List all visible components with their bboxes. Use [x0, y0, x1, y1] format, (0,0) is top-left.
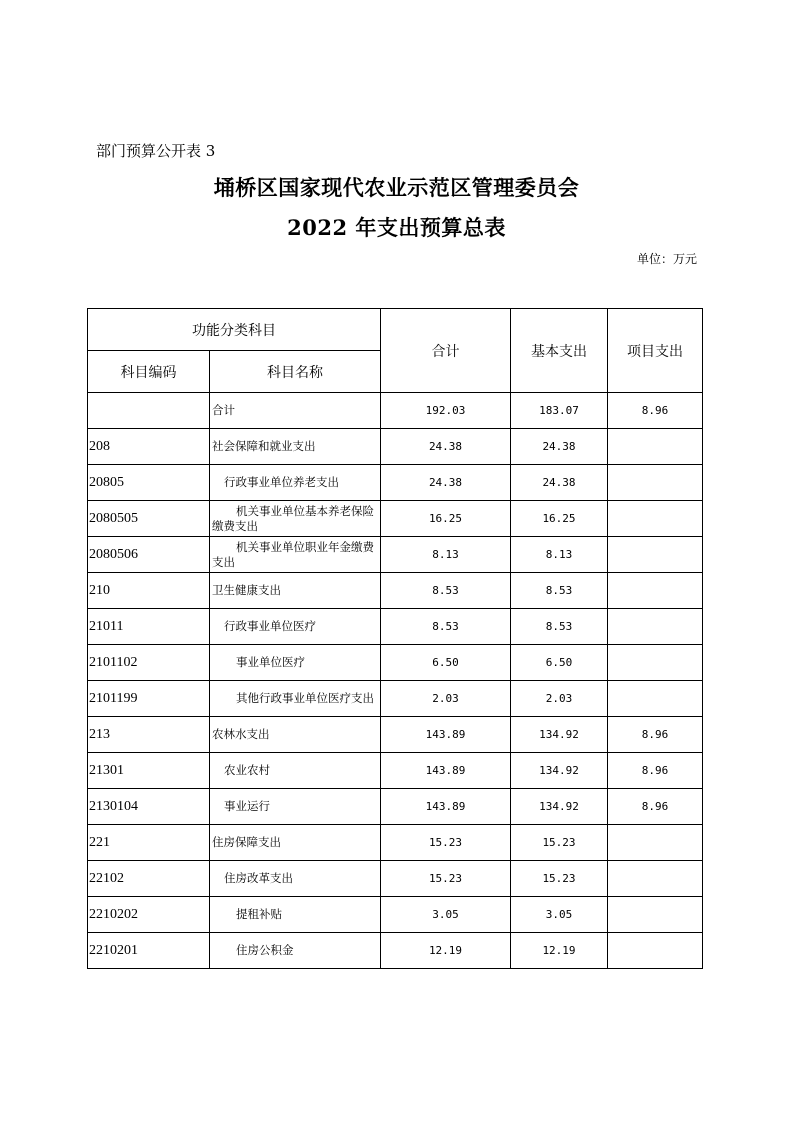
row-name: 住房保障支出	[210, 825, 381, 861]
row-basic: 3.05	[511, 897, 608, 933]
row-project	[608, 501, 703, 537]
row-basic: 8.53	[511, 573, 608, 609]
row-code: 20805	[88, 465, 210, 501]
header-project-expenditure: 项目支出	[608, 309, 703, 393]
row-project	[608, 825, 703, 861]
header-name: 科目名称	[210, 351, 381, 393]
row-name: 住房公积金	[210, 933, 381, 969]
row-total: 192.03	[381, 393, 511, 429]
row-project: 8.96	[608, 717, 703, 753]
table-row	[88, 393, 703, 429]
row-total: 143.89	[381, 717, 511, 753]
row-project	[608, 933, 703, 969]
table-row	[88, 429, 703, 465]
row-basic: 8.53	[511, 609, 608, 645]
table-row	[88, 573, 703, 609]
unit-label: 单位：万元	[636, 252, 697, 266]
row-total: 143.89	[381, 753, 511, 789]
table-row	[88, 789, 703, 825]
row-basic: 24.38	[511, 429, 608, 465]
row-total: 15.23	[381, 861, 511, 897]
row-basic: 16.25	[511, 501, 608, 537]
row-project: 8.96	[608, 753, 703, 789]
row-name: 行政事业单位医疗	[210, 609, 381, 645]
header-basic-expenditure: 基本支出	[511, 309, 608, 393]
row-total: 143.89	[381, 789, 511, 825]
table-row	[88, 933, 703, 969]
row-project: 8.96	[608, 789, 703, 825]
row-name: 机关事业单位基本养老保险缴费支出	[210, 501, 381, 537]
table-row	[88, 825, 703, 861]
row-code: 210	[88, 573, 210, 609]
row-name: 社会保障和就业支出	[210, 429, 381, 465]
row-total: 2.03	[381, 681, 511, 717]
row-total: 6.50	[381, 645, 511, 681]
row-project	[608, 861, 703, 897]
row-basic: 134.92	[511, 789, 608, 825]
row-project	[608, 429, 703, 465]
row-total: 8.53	[381, 609, 511, 645]
page-subtitle: 2022 年支出预算总表	[287, 215, 506, 240]
row-total: 16.25	[381, 501, 511, 537]
row-code: 2101102	[88, 645, 210, 681]
row-name: 住房改革支出	[210, 861, 381, 897]
row-name: 事业运行	[210, 789, 381, 825]
header-function-category: 功能分类科目	[88, 309, 381, 351]
row-basic: 15.23	[511, 825, 608, 861]
table-row	[88, 645, 703, 681]
row-name: 合计	[210, 393, 381, 429]
row-name: 农林水支出	[210, 717, 381, 753]
table-row	[88, 609, 703, 645]
row-name: 农业农村	[210, 753, 381, 789]
row-basic: 2.03	[511, 681, 608, 717]
row-project: 8.96	[608, 393, 703, 429]
document-label: 部门预算公开表 3	[96, 142, 216, 160]
row-basic: 6.50	[511, 645, 608, 681]
table-row	[88, 753, 703, 789]
row-basic: 134.92	[511, 753, 608, 789]
table-row	[88, 501, 703, 537]
row-project	[608, 681, 703, 717]
row-code: 221	[88, 825, 210, 861]
row-total: 8.13	[381, 537, 511, 573]
table-row	[88, 681, 703, 717]
row-total: 24.38	[381, 429, 511, 465]
row-total: 12.19	[381, 933, 511, 969]
row-code: 2210202	[88, 897, 210, 933]
row-total: 24.38	[381, 465, 511, 501]
row-name: 行政事业单位养老支出	[210, 465, 381, 501]
row-name: 事业单位医疗	[210, 645, 381, 681]
row-project	[608, 573, 703, 609]
row-basic: 12.19	[511, 933, 608, 969]
row-code: 2101199	[88, 681, 210, 717]
row-total: 3.05	[381, 897, 511, 933]
row-code	[88, 393, 210, 429]
row-code: 2080506	[88, 537, 210, 573]
row-project	[608, 609, 703, 645]
row-name: 其他行政事业单位医疗支出	[210, 681, 381, 717]
header-code: 科目编码	[88, 351, 210, 393]
row-project	[608, 645, 703, 681]
row-code: 2130104	[88, 789, 210, 825]
row-code: 2210201	[88, 933, 210, 969]
row-code: 213	[88, 717, 210, 753]
row-project	[608, 537, 703, 573]
page-title: 埇桥区国家现代农业示范区管理委员会	[213, 175, 580, 200]
row-code: 2080505	[88, 501, 210, 537]
row-name: 提租补贴	[210, 897, 381, 933]
header-total: 合计	[381, 309, 511, 393]
row-basic: 15.23	[511, 861, 608, 897]
row-code: 21301	[88, 753, 210, 789]
row-name: 机关事业单位职业年金缴费支出	[210, 537, 381, 573]
table-row	[88, 465, 703, 501]
row-code: 208	[88, 429, 210, 465]
table-row	[88, 537, 703, 573]
row-code: 21011	[88, 609, 210, 645]
row-name: 卫生健康支出	[210, 573, 381, 609]
row-total: 8.53	[381, 573, 511, 609]
row-code: 22102	[88, 861, 210, 897]
budget-table	[87, 308, 703, 969]
table-row	[88, 717, 703, 753]
row-basic: 134.92	[511, 717, 608, 753]
row-basic: 183.07	[511, 393, 608, 429]
table-row	[88, 861, 703, 897]
row-project	[608, 897, 703, 933]
row-total: 15.23	[381, 825, 511, 861]
row-project	[608, 465, 703, 501]
row-basic: 8.13	[511, 537, 608, 573]
row-basic: 24.38	[511, 465, 608, 501]
table-row	[88, 897, 703, 933]
